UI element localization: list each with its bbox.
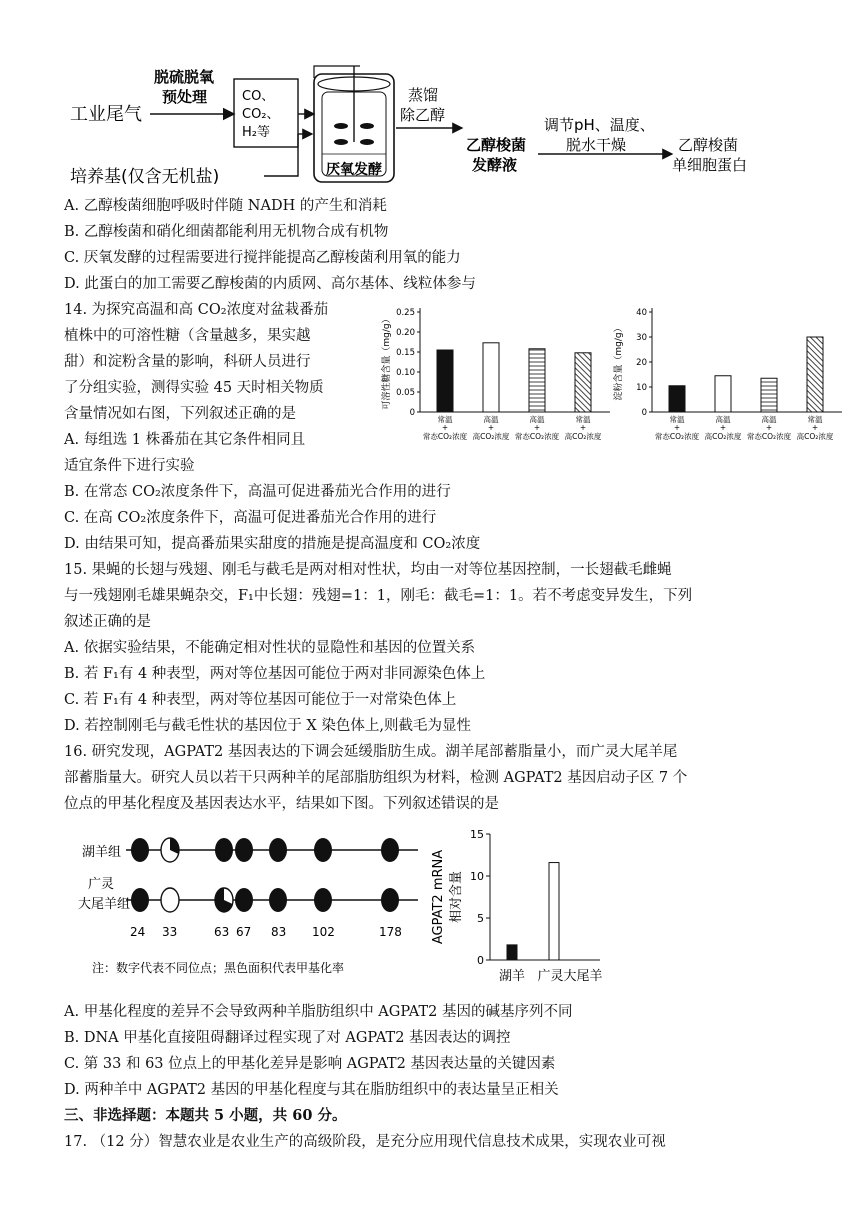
q13-option-d: D. 此蛋白的加工需要乙醇梭菌的内质网、高尔基体、线粒体参与 (64, 276, 476, 292)
starch-y-tick-label: 40 (636, 308, 647, 318)
q16-option-c: C. 第 33 和 63 位点上的甲基化差异是影响 AGPAT2 基因表达量的关键因素 (64, 1056, 556, 1072)
sugar-y-tick-label: 0.15 (396, 348, 415, 358)
starch-y-tick-label: 20 (636, 358, 647, 368)
site-label-33: 33 (162, 925, 178, 939)
starch-x-label-plus: + (765, 423, 773, 432)
methylation-diagram (78, 826, 438, 986)
section3-heading: 三、非选择题：本题共 5 小题，共 60 分。 (64, 1107, 347, 1124)
starch-bar (669, 386, 685, 412)
q13-option-a: A. 乙醇梭菌细胞呼吸时伴随 NADH 的产生和消耗 (64, 198, 387, 214)
broth-label-1: 乙醇梭菌 (466, 136, 527, 154)
sugar-chart (380, 300, 612, 448)
sugar-bar (575, 353, 591, 412)
sugar-y-axis-label: 可溶性糖含量（mg/g） (382, 314, 392, 410)
starch-x-label-plus: + (673, 423, 681, 432)
starch-chart (612, 300, 834, 448)
gl-site-102 (314, 888, 332, 912)
adjust-label-1: 调节pH、温度、 (544, 116, 655, 134)
q14-option-a-1: A. 每组选 1 株番茄在其它条件相同且 (64, 432, 306, 448)
starch-y-tick-label: 0 (641, 408, 647, 418)
q13-option-c: C. 厌氧发酵的过程需要进行搅拌能提高乙醇梭菌利用氧的能力 (64, 250, 461, 266)
distill-label-2: 除乙醇 (400, 106, 446, 124)
q16-stem-2: 部蓄脂量大。研究人员以若干只两种羊的尾部脂肪组织为材料，检测 AGPAT2 基因启动子区 7 个 (64, 770, 688, 786)
sugar-bar (437, 350, 453, 412)
sugar-x-label-plus: + (441, 423, 449, 432)
site-label-67: 67 (236, 925, 252, 939)
mrna-y-tick-label: 5 (477, 912, 484, 925)
methylation-note: 注：数字代表不同位点；黑色面积代表甲基化率 (92, 961, 345, 975)
starch-y-tick-label: 10 (636, 383, 647, 393)
gas-box-text-3: H₂等 (242, 125, 270, 140)
q16-stem-1: 16. 研究发现，AGPAT2 基因表达的下调会延缓脂肪生成。湖羊尾部蓄脂量小，而广灵大尾羊尾 (64, 744, 678, 760)
q14-option-c: C. 在高 CO₂浓度条件下，高温可促进番茄光合作用的进行 (64, 510, 437, 526)
starch-x-label-line1: 高温 (761, 415, 777, 424)
sugar-x-label-plus: + (533, 423, 541, 432)
q14-option-a-2: 适宜条件下进行实验 (64, 458, 195, 474)
sugar-x-label-line2: 常态CO₂浓度 (422, 432, 468, 441)
gl-site-63 (215, 888, 233, 912)
q16-option-a: A. 甲基化程度的差异不会导致两种羊脂肪组织中 AGPAT2 基因的碱基序列不同 (64, 1004, 573, 1020)
starch-x-label-line2: 高CO₂浓度 (796, 432, 834, 441)
mrna-y-tick-label: 0 (477, 954, 484, 967)
sugar-x-label-line2: 常态CO₂浓度 (514, 432, 560, 441)
starch-x-label-plus: + (719, 423, 727, 432)
pretreat-label-1: 脱硫脱氧 (154, 68, 215, 86)
sugar-bar (529, 349, 545, 412)
starch-x-label-plus: + (811, 423, 819, 432)
broth-label-2: 发酵液 (472, 156, 518, 174)
gl-site-33 (161, 888, 179, 912)
mrna-x-label: 湖羊 (498, 969, 526, 984)
q16-stem-3: 位点的甲基化程度及基因表达水平，结果如下图。下列叙述错误的是 (64, 796, 499, 812)
mrna-x-label: 广灵大尾羊 (537, 969, 603, 984)
sugar-x-label-plus: + (579, 423, 587, 432)
sugar-bar (483, 343, 499, 412)
sugar-y-tick-label: 0.20 (396, 328, 415, 338)
q16-option-b: B. DNA 甲基化直接阻碍翻译过程实现了对 AGPAT2 基因表达的调控 (64, 1030, 511, 1046)
sugar-y-tick-label: 0.25 (396, 308, 415, 318)
q14-stem-2: 植株中的可溶性糖（含量越多，果实越 (64, 328, 311, 344)
fermentation-flow-diagram (60, 62, 800, 192)
starch-bar (715, 376, 731, 412)
product-label-2: 单细胞蛋白 (672, 156, 748, 174)
hu-site-24 (131, 838, 149, 862)
q14-stem-4: 了分组实验，测得实验 45 天时相关物质 (64, 380, 324, 396)
q15-option-b: B. 若 F₁有 4 种表型，两对等位基因可能位于两对非同源染色体上 (64, 666, 486, 682)
sugar-x-label-line1: 常温 (575, 415, 591, 424)
sugar-y-tick-label: 0.10 (396, 368, 415, 378)
gl-site-178 (381, 888, 399, 912)
medium-arrow (264, 134, 298, 176)
sugar-x-label-line2: 高CO₂浓度 (564, 432, 602, 441)
starch-x-label-line1: 高温 (715, 415, 731, 424)
gl-site-24 (131, 888, 149, 912)
starch-x-label-line2: 常态CO₂浓度 (746, 432, 792, 441)
q15-option-d: D. 若控制刚毛与截毛性状的基因位于 X 染色体上,则截毛为显性 (64, 718, 471, 734)
group-gl-label-2: 大尾羊组 (78, 897, 131, 912)
mrna-bar (549, 863, 559, 960)
gl-site-67 (235, 888, 253, 912)
starch-x-label-line1: 常温 (807, 415, 823, 424)
hu-site-102 (314, 838, 332, 862)
mrna-chart (426, 824, 626, 988)
q17-stem-1: 17. （12 分）智慧农业是农业生产的高级阶段，是充分应用现代信息技术成果，实现农业可视 (64, 1134, 666, 1150)
hu-site-178 (381, 838, 399, 862)
fermenter-label: 厌氧发酵 (326, 162, 382, 178)
product-label-1: 乙醇梭菌 (678, 136, 739, 154)
starch-y-tick-label: 30 (636, 333, 647, 343)
q15-stem-3: 叙述正确的是 (64, 614, 151, 630)
site-label-83: 83 (271, 925, 287, 939)
starch-y-axis-label: 淀粉含量（mg/g） (614, 323, 624, 401)
adjust-label-2: 脱水干燥 (566, 136, 627, 154)
industrial-gas-label: 工业尾气 (70, 104, 142, 125)
distill-label-1: 蒸馏 (408, 86, 439, 104)
sugar-x-label-plus: + (487, 423, 495, 432)
sugar-x-label-line1: 高温 (483, 415, 499, 424)
site-label-63: 63 (214, 925, 230, 939)
mrna-y-axis-label-1: AGPAT2 mRNA (431, 849, 446, 945)
site-label-102: 102 (312, 925, 335, 939)
mrna-y-axis-label-2: 相对含量 (449, 870, 464, 924)
gl-site-83 (269, 888, 287, 912)
starch-bar (761, 378, 777, 412)
mrna-y-tick-label: 10 (470, 870, 484, 883)
q14-stem-5: 含量情况如右图，下列叙述正确的是 (64, 406, 296, 422)
q14-stem-3: 甜）和淀粉含量的影响，科研人员进行 (64, 354, 311, 370)
starch-x-label-line1: 常温 (669, 415, 685, 424)
q13-option-b: B. 乙醇梭菌和硝化细菌都能利用无机物合成有机物 (64, 224, 389, 240)
site-label-24: 24 (130, 925, 146, 939)
hu-site-33 (161, 838, 179, 862)
sugar-x-label-line1: 高温 (529, 415, 545, 424)
pretreat-label-2: 预处理 (162, 88, 208, 106)
hu-site-83 (269, 838, 287, 862)
starch-x-label-line2: 高CO₂浓度 (704, 432, 742, 441)
sugar-y-tick-label: 0 (409, 408, 415, 418)
sugar-y-tick-label: 0.05 (396, 388, 415, 398)
site-label-178: 178 (379, 925, 402, 939)
hu-site-67 (235, 838, 253, 862)
group-hu-label: 湖羊组 (82, 845, 122, 860)
mrna-bar (507, 945, 517, 960)
q15-stem-1: 15. 果蝇的长翅与残翅、刚毛与截毛是两对相对性状，均由一对等位基因控制，一长翅截毛雌蝇 (64, 562, 672, 578)
q16-option-d: D. 两种羊中 AGPAT2 基因的甲基化程度与其在脂肪组织中的表达量呈正相关 (64, 1082, 559, 1098)
q14-option-b: B. 在常态 CO₂浓度条件下，高温可促进番茄光合作用的进行 (64, 484, 451, 500)
sugar-x-label-line2: 高CO₂浓度 (472, 432, 510, 441)
mrna-y-tick-label: 15 (470, 828, 484, 841)
q15-option-c: C. 若 F₁有 4 种表型，两对等位基因可能位于一对常染色体上 (64, 692, 457, 708)
hu-site-63 (215, 838, 233, 862)
starch-bar (807, 337, 823, 412)
gas-box-text-1: CO、 (242, 89, 275, 104)
gas-box-text-2: CO₂、 (242, 107, 280, 122)
sugar-x-label-line1: 常温 (437, 415, 453, 424)
q14-option-d: D. 由结果可知，提高番茄果实甜度的措施是提高温度和 CO₂浓度 (64, 536, 481, 552)
q15-option-a: A. 依据实验结果，不能确定相对性状的显隐性和基因的位置关系 (64, 640, 476, 656)
q14-stem-1: 14. 为探究高温和高 CO₂浓度对盆栽番茄 (64, 302, 329, 318)
q15-stem-2: 与一残翅刚毛雄果蝇杂交，F₁中长翅：残翅=1：1，刚毛：截毛=1：1。若不考虑变异发生，下列 (64, 588, 693, 604)
group-gl-label-1: 广灵 (88, 877, 115, 892)
medium-label: 培养基(仅含无机盐) (70, 167, 220, 187)
starch-x-label-line2: 常态CO₂浓度 (654, 432, 700, 441)
